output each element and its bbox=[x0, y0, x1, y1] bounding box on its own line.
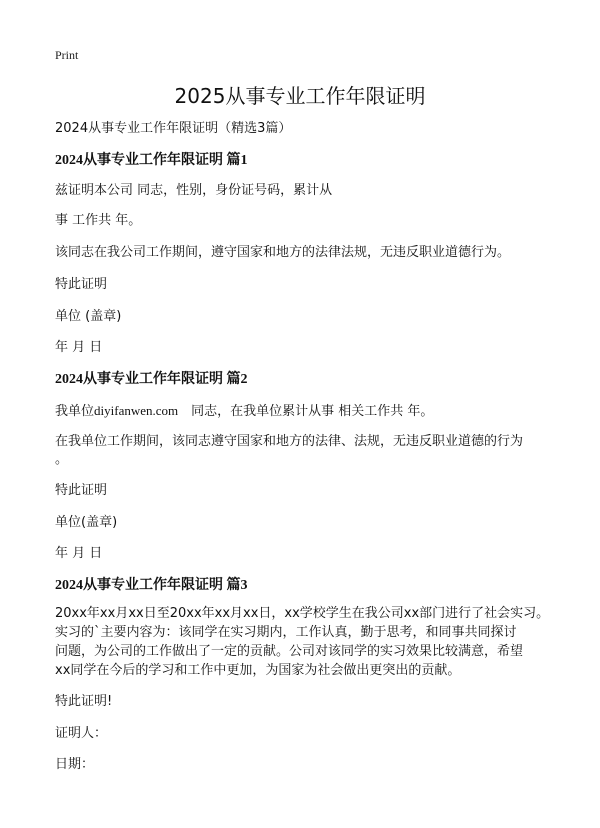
paragraph: 兹证明本公司 同志，性别，身份证号码，累计从 bbox=[55, 183, 333, 198]
paragraph: 该同志在我公司工作期间，遵守国家和地方的法律法规，无违反职业道德行为。 bbox=[55, 245, 511, 260]
paragraph: 年 月 日 bbox=[55, 546, 103, 561]
page-title: 2025从事专业工作年限证明 bbox=[174, 84, 426, 108]
print-label: Print bbox=[55, 48, 79, 62]
paragraph: 日期： bbox=[55, 757, 95, 772]
paragraph-prefix: 我单位 bbox=[55, 404, 95, 419]
paragraph bbox=[55, 402, 433, 421]
paragraph: 年 月 日 bbox=[55, 340, 103, 355]
document-subtitle: 2024从事专业工作年限证明（精选3篇） bbox=[55, 121, 292, 136]
section-heading-1: 2024从事专业工作年限证明 篇1 bbox=[55, 153, 248, 168]
paragraph: 事 工作共 年。 bbox=[55, 213, 142, 228]
paragraph-line: 问题，为公司的工作做出了一定的贡献。公司对该同学的实习效果比较满意，希望 bbox=[55, 644, 524, 659]
paragraph: 单位 (盖章) bbox=[55, 309, 122, 324]
paragraph: 。 bbox=[55, 452, 69, 467]
section-heading-2: 2024从事专业工作年限证明 篇2 bbox=[55, 372, 248, 387]
paragraph: 特此证明 bbox=[55, 277, 108, 292]
paragraph-suffix: 同志，在我单位累计从事 相关工作共 年。 bbox=[178, 404, 434, 419]
paragraph: 在我单位工作期间，该同志遵守国家和地方的法律、法规，无违反职业道德的行为 bbox=[55, 434, 524, 449]
website-text: diyifanwen.com bbox=[94, 403, 179, 418]
paragraph-line: 实习的`主要内容为：该同学在实习期内，工作认真，勤于思考，和同事共同探讨 bbox=[55, 625, 517, 640]
paragraph: 特此证明 bbox=[55, 483, 108, 498]
paragraph-line: 20xx年xx月xx日至20xx年xx月xx日，xx学校学生在我公司xx部门进行了社会实习。 bbox=[55, 606, 550, 621]
paragraph-line: xx同学在今后的学习和工作中更加，为国家为社会做出更突出的贡献。 bbox=[55, 663, 461, 678]
section-heading-3: 2024从事专业工作年限证明 篇3 bbox=[55, 578, 248, 593]
paragraph: 特此证明! bbox=[55, 694, 113, 709]
paragraph: 单位(盖章) bbox=[55, 515, 118, 530]
paragraph: 证明人： bbox=[55, 726, 108, 741]
